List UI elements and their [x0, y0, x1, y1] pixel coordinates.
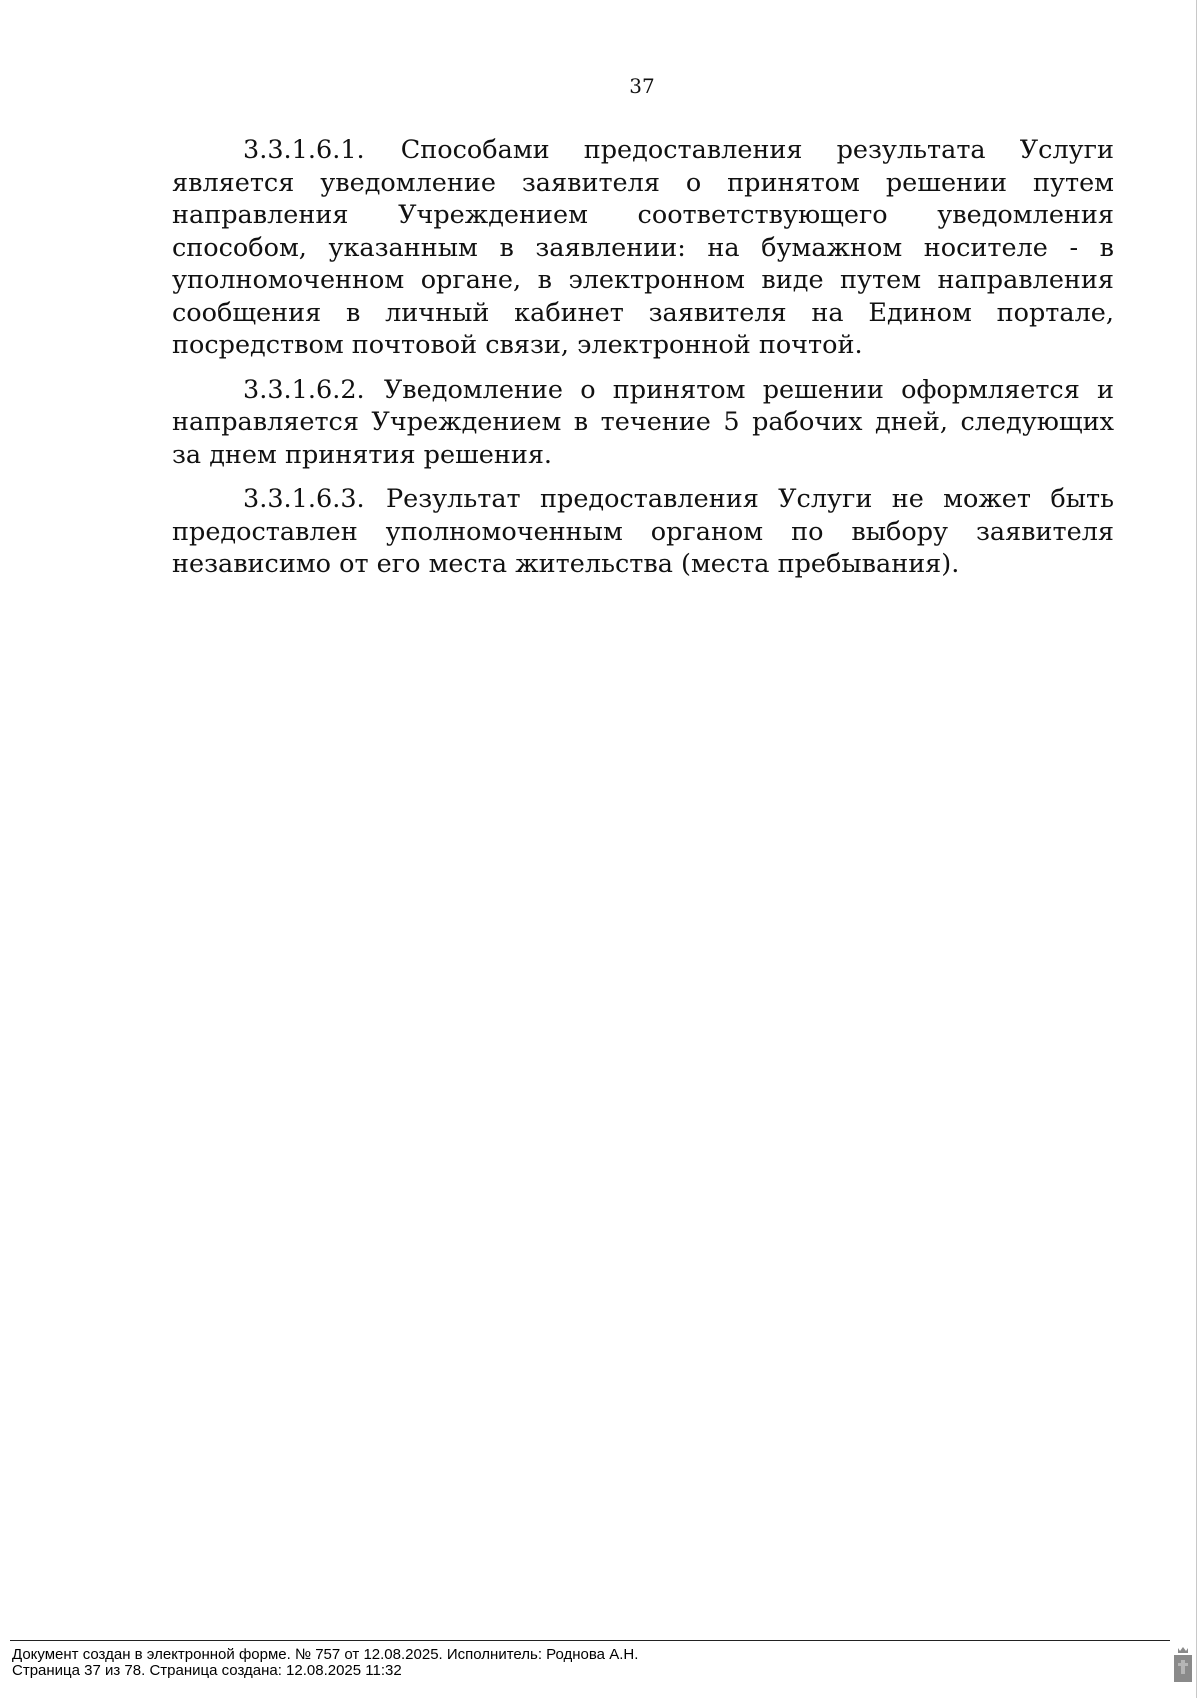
footer-document-info: Документ создан в электронной форме. № 757 от 12.08.2025. Исполнитель: Роднова А.Н. [12, 1646, 639, 1663]
coat-of-arms-emblem-icon [1172, 1646, 1194, 1684]
paragraph-3-3-1-6-2 [172, 374, 1114, 472]
document-footer [12, 1647, 638, 1679]
paragraph-text: Способами предоставления результата Услуги является уведомление заявителя о принятом решении путем направления Учреждением соответствующего уведомления способом, указанным в заявлении: на бумажном носителе - в уполномоченном органе, в электронном виде путем направления сообщения в личный кабинет заявителя на Едином портале, посредством почтовой связи, электронной почтой. [172, 135, 1115, 360]
page-edge [1196, 0, 1197, 1698]
paragraph-number: 3.3.1.6.2. [243, 374, 365, 405]
page-number: 37 [629, 74, 655, 98]
paragraph-text: Уведомление о принятом решении оформляется и направляется Учреждением в течение 5 рабочих дней, следующих за днем принятия решения. [172, 374, 1114, 470]
footer-page-info: Страница 37 из 78. Страница создана: 12.08.2025 11:32 [12, 1662, 402, 1679]
document-body [172, 134, 1114, 593]
paragraph-3-3-1-6-3 [172, 483, 1114, 581]
paragraph-number: 3.3.1.6.1. [243, 135, 365, 165]
paragraph-text: Результат предоставления Услуги не может быть предоставлен уполномоченным органом по выбору заявителя независимо от его места жительства (места пребывания). [172, 484, 1114, 579]
paragraph-3-3-1-6-1 [172, 134, 1114, 362]
footer-divider [10, 1640, 1170, 1641]
paragraph-number: 3.3.1.6.3. [243, 484, 365, 514]
